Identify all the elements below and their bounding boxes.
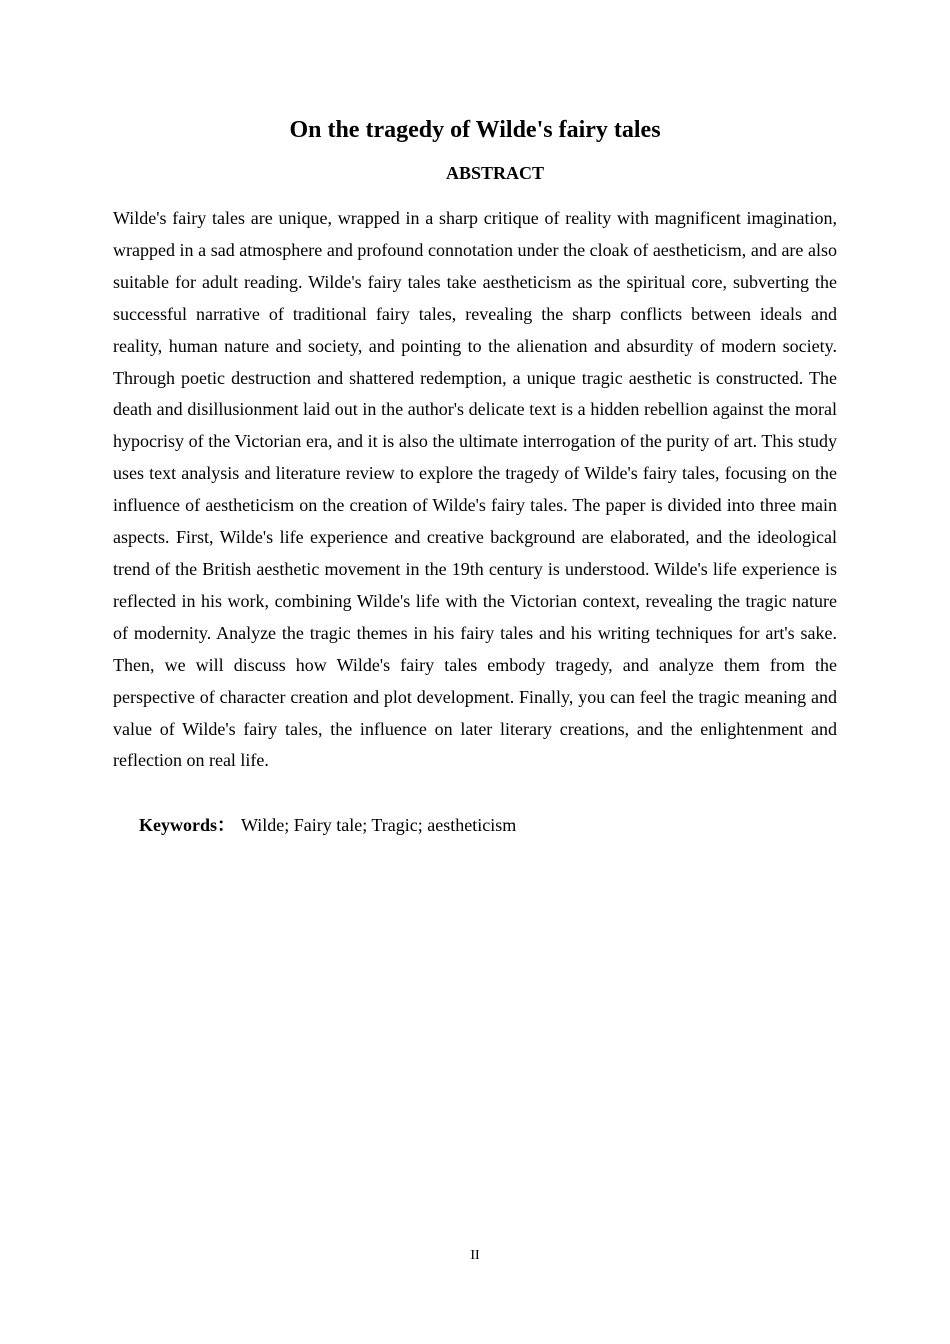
keywords-text: Wilde; Fairy tale; Tragic; aestheticism (241, 815, 517, 835)
page-number: II (470, 1248, 480, 1263)
keywords-line (139, 810, 839, 842)
abstract-paragraph: Wilde's fairy tales are unique, wrapped in a sharp critique of reality with magnificent imagination, wrapped in a sad atmosphere and profound connotation under the cloak of aestheticism, and are also suitable for adult reading. Wilde's fairy tales take aestheticism as the spiritual core, subverting the successful narrative of traditional fairy tales, revealing the sharp conflicts between ideals and reality, human nature and society, and pointing to the alienation and absurdity of modern society. Through poetic destruction and shattered redemption, a unique tragic aesthetic is constructed. The death and disillusionment laid out in the author's delicate text is a hidden rebellion against the moral hypocrisy of the Victorian era, and it is also the ultimate interrogation of the purity of art. This study uses text analysis and literature review to explore the tragedy of Wilde's fairy tales, focusing on the influence of aestheticism on the creation of Wilde's fairy tales. The paper is divided into three main aspects. First, Wilde's life experience and creative background are elaborated, and the ideological trend of the British aesthetic movement in the 19th century is understood. Wilde's life experience is reflected in his work, combining Wilde's life with the Victorian context, revealing the tragic nature of modernity. Analyze the tragic themes in his fairy tales and his writing techniques for art's sake. Then, we will discuss how Wilde's fairy tales embody tragedy, and analyze them from the perspective of character creation and plot development. Finally, you can feel the tragic meaning and value of Wilde's fairy tales, the influence on later literary creations, and the enlightenment and reflection on real life. (113, 208, 837, 771)
abstract-heading: ABSTRACT (445, 163, 545, 183)
page-title: On the tragedy of Wilde's fairy tales (289, 117, 661, 143)
keywords-label: Keywords (139, 815, 217, 835)
keywords-separator: ： (217, 815, 235, 835)
